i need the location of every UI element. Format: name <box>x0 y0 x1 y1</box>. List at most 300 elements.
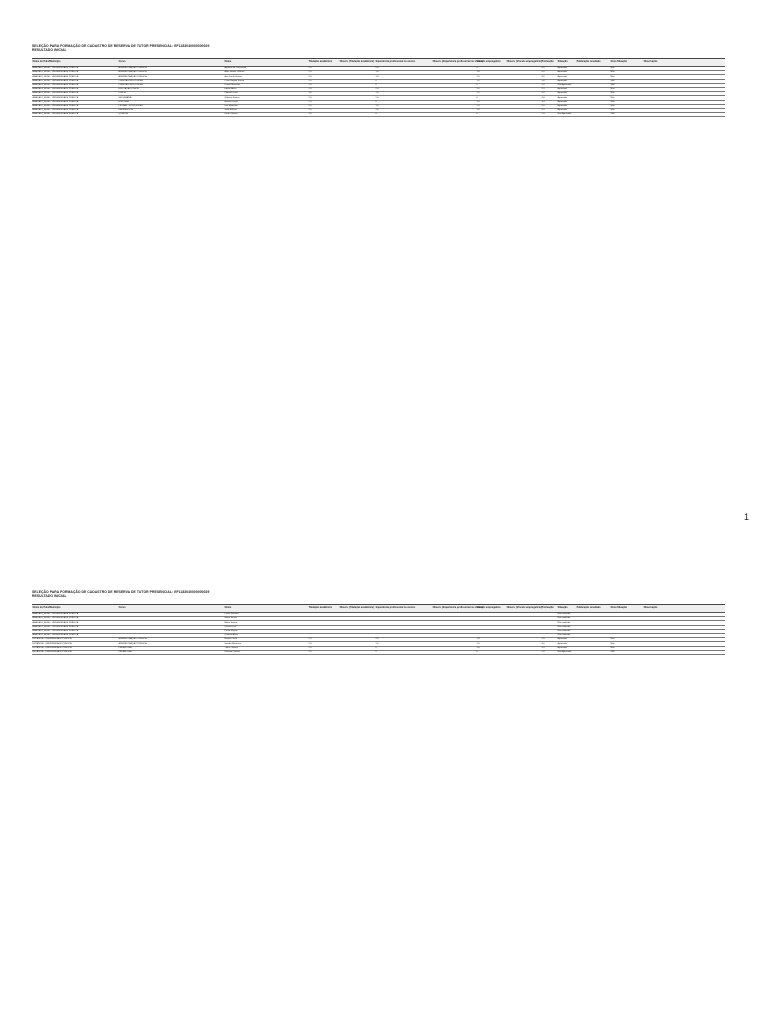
table-cell <box>476 617 506 620</box>
table-cell <box>432 84 476 87</box>
table-cell <box>339 642 375 645</box>
table-cell: ARACAJU_SEDE - UNIVERSIDADE PÚBLICA <box>32 104 79 107</box>
table-cell: ARACAJU_SEDE - UNIVERSIDADE PÚBLICA <box>32 621 79 624</box>
table-cell: João Batista <box>224 109 237 112</box>
table-cell: 4,0 <box>541 75 545 78</box>
table-cell: ARACAJU_SEDE - UNIVERSIDADE PÚBLICA <box>32 96 79 99</box>
table-cell <box>432 109 476 112</box>
table-cell <box>506 634 541 637</box>
table-cell <box>643 92 665 95</box>
table-cell: Aprovado <box>557 67 567 70</box>
table-cell <box>576 621 610 624</box>
table-cell <box>375 621 432 624</box>
table-cell <box>665 617 725 620</box>
table-cell <box>541 617 557 620</box>
table-cell: 1,0 <box>476 646 480 649</box>
table-cell <box>476 634 506 637</box>
table-cell: ARACAJU_SEDE - UNIVERSIDADE PÚBLICA <box>32 113 79 116</box>
table-cell: 0 <box>476 113 478 116</box>
table-cell: Aprovado <box>557 71 567 74</box>
table-cell: 4,5 <box>541 71 545 74</box>
table-cell <box>506 96 541 99</box>
table-cell: 2,0 <box>541 650 545 653</box>
document-title: SELEÇÃO PARA FORMAÇÃO DE CADASTRO DE RESERVA DE TUTOR PRESENCIAL: EF1183040000000029 <box>32 44 210 48</box>
table-cell: Não avaliado <box>557 617 571 620</box>
table-cell: 3,0 <box>308 92 312 95</box>
table-cell <box>610 630 643 633</box>
table-cell: Aprovado <box>557 642 567 645</box>
table-cell: 2,0 <box>541 84 545 87</box>
table-cell <box>432 613 476 616</box>
table-row <box>32 651 725 655</box>
table-cell: 1,0 <box>375 71 379 74</box>
table-cell <box>339 113 375 116</box>
table-cell <box>576 80 610 83</box>
table-cell: Alan Santos Oliveira <box>224 71 245 74</box>
table-cell: ADMINISTRAÇÃO PÚBLICA <box>118 642 147 645</box>
table-cell: 2,0 <box>375 96 379 99</box>
document-subtitle: RESULTADO INICIAL <box>32 48 67 52</box>
table-cell: Helena Costa <box>224 100 238 103</box>
column-header: Nova Situação <box>610 59 628 63</box>
table-cell <box>432 651 476 654</box>
table-cell: 4,0 <box>541 96 545 99</box>
table-cell <box>506 621 541 624</box>
table-cell: Não <box>610 109 615 112</box>
table-cell: Ubiratan Santos <box>224 650 241 653</box>
table-cell: 0 <box>375 100 377 103</box>
table-cell <box>541 634 557 637</box>
table-cell <box>339 651 375 654</box>
table-cell: 2,0 <box>308 79 312 82</box>
table-cell: Rafael Costa <box>224 638 238 641</box>
table-cell: 1,0 <box>375 75 379 78</box>
table-cell <box>576 75 610 78</box>
table-cell <box>576 634 610 637</box>
table-cell <box>610 613 643 616</box>
table-cell <box>643 88 665 91</box>
column-header: Vínculo empregatício <box>476 605 501 609</box>
table-cell <box>665 613 725 616</box>
table-cell <box>541 626 557 629</box>
column-header: Situação <box>557 605 568 609</box>
table-cell: 2,0 <box>375 67 379 70</box>
table-cell <box>576 647 610 650</box>
table-cell: ADMINISTRAÇÃO PÚBLICA <box>118 71 147 74</box>
table-cell <box>643 634 665 637</box>
table-cell <box>476 613 506 616</box>
table-cell: 1,0 <box>476 92 480 95</box>
column-header: Nome do Polo/Município <box>32 605 61 609</box>
table-cell <box>118 617 224 620</box>
table-cell: Ana Paula Santos <box>224 75 243 78</box>
table-cell <box>576 71 610 74</box>
table-cell <box>432 617 476 620</box>
table-cell <box>339 617 375 620</box>
table-cell: 1,0 <box>476 79 480 82</box>
table-cell <box>610 621 643 624</box>
table-cell <box>118 634 224 637</box>
table-cell: 2,5 <box>308 71 312 74</box>
table-cell: ARACAJU_SEDE - UNIVERSIDADE PÚBLICA <box>32 613 79 616</box>
table-cell: 2,5 <box>308 638 312 641</box>
table-cell <box>375 630 432 633</box>
table-cell <box>476 621 506 624</box>
table-cell: 0 <box>476 650 478 653</box>
table-cell <box>665 92 725 95</box>
table-cell: Lucas Ferreira <box>224 613 239 616</box>
table-cell <box>308 613 339 616</box>
table-cell <box>665 113 725 116</box>
table-cell: ARACAJU_SEDE - UNIVERSIDADE PÚBLICA <box>32 79 79 82</box>
table-cell <box>665 109 725 112</box>
table-cell: Aprovado <box>557 646 567 649</box>
table-cell <box>665 651 725 654</box>
table-cell <box>643 75 665 78</box>
table-cell: ARACAJU_SEDE - UNIVERSIDADE PÚBLICA <box>32 88 79 91</box>
table-cell: Não avaliado <box>557 621 571 624</box>
table-cell: CIÊNCIAS BIOLÓGICAS <box>118 84 143 87</box>
column-header: Pontuação <box>541 59 554 63</box>
table-cell: Não <box>610 646 615 649</box>
table-cell: PEDAGOGIA <box>118 650 132 653</box>
table-cell <box>643 638 665 641</box>
table-cell: ARACAJU_SEDE - UNIVERSIDADE PÚBLICA <box>32 109 79 112</box>
table-cell: Não <box>610 642 615 645</box>
column-header: Titulação acadêmica <box>308 59 332 63</box>
table-cell: GEOGRAFIA <box>118 96 132 99</box>
table-cell <box>643 80 665 83</box>
table-cell <box>339 105 375 108</box>
table-cell <box>643 642 665 645</box>
table-cell <box>432 71 476 74</box>
table-cell <box>610 634 643 637</box>
table-cell: Aprovado <box>557 79 567 82</box>
table-cell: Não <box>610 638 615 641</box>
table-cell <box>506 638 541 641</box>
table-cell: ARACAJU_SEDE - UNIVERSIDADE PÚBLICA <box>32 634 79 637</box>
table-cell <box>375 613 432 616</box>
table-cell <box>506 88 541 91</box>
table-cell <box>541 621 557 624</box>
table-cell: FÍSICA <box>118 92 126 95</box>
table-cell: Sandra Menezes <box>224 642 242 645</box>
table-cell <box>308 617 339 620</box>
column-header <box>665 59 725 66</box>
table-cell: ARACAJU_SEDE - UNIVERSIDADE PÚBLICA <box>32 84 79 87</box>
table-cell <box>476 630 506 633</box>
column-header: Pontuação <box>541 605 554 609</box>
document-title: SELEÇÃO PARA FORMAÇÃO DE CADASTRO DE RESERVA DE TUTOR PRESENCIAL: EF1183040000000029 <box>32 590 210 594</box>
table-cell: Não <box>610 75 615 78</box>
table-cell <box>665 67 725 70</box>
table-cell <box>576 92 610 95</box>
table-cell: Não Aprovado <box>557 113 572 116</box>
table-cell <box>118 630 224 633</box>
table-cell: 4,0 <box>541 104 545 107</box>
table-cell <box>375 634 432 637</box>
table-cell: Otávio Lima <box>224 625 237 628</box>
table-cell: 0 <box>375 646 377 649</box>
table-cell <box>665 101 725 104</box>
table-cell <box>665 80 725 83</box>
table-cell: Não Aprovado <box>557 650 572 653</box>
table-cell <box>576 642 610 645</box>
table-cell <box>432 80 476 83</box>
table-cell: 5,0 <box>541 92 545 95</box>
column-header: Nome <box>224 59 232 63</box>
table-cell: 1,0 <box>476 71 480 74</box>
table-cell: Aprovado <box>557 96 567 99</box>
column-header: Observ. (Vínculo empregatício) <box>506 59 542 63</box>
column-header: Nome <box>224 605 232 609</box>
table-cell: CIÊNCIAS BIOLÓGICAS <box>118 79 143 82</box>
column-header: Situação <box>557 59 568 63</box>
table-cell <box>576 109 610 112</box>
table-cell <box>643 613 665 616</box>
table-cell <box>643 647 665 650</box>
results-table-page-1 <box>32 58 725 117</box>
table-cell: SIM <box>610 113 615 116</box>
table-cell <box>432 630 476 633</box>
column-header: Experiência profissional no ensino <box>375 59 416 63</box>
table-cell <box>665 630 725 633</box>
table-cell <box>375 626 432 629</box>
column-header <box>665 605 725 612</box>
column-header: Observ. (Experiência profissional no ensino) <box>432 59 484 63</box>
table-cell: 1,0 <box>476 104 480 107</box>
table-cell: Não avaliado <box>557 613 571 616</box>
table-cell: Karla Oliveira <box>224 113 238 116</box>
table-cell <box>432 634 476 637</box>
table-cell <box>118 621 224 624</box>
table-cell <box>432 92 476 95</box>
table-cell: Aprovado <box>557 100 567 103</box>
table-cell <box>576 638 610 641</box>
table-cell <box>506 647 541 650</box>
table-cell: 3,5 <box>541 100 545 103</box>
table-cell <box>432 96 476 99</box>
table-cell: ADMINISTRAÇÃO PÚBLICA <box>118 67 147 70</box>
table-cell <box>665 634 725 637</box>
table-cell: 0 <box>375 84 377 87</box>
table-cell: QUÍMICA <box>118 113 128 116</box>
table-cell: 2,0 <box>308 642 312 645</box>
document-page-2 <box>32 590 725 655</box>
table-cell: 0 <box>476 67 478 70</box>
table-cell: 1,0 <box>375 642 379 645</box>
table-cell <box>339 96 375 99</box>
table-cell <box>576 651 610 654</box>
table-cell <box>432 647 476 650</box>
table-cell: 4,0 <box>541 642 545 645</box>
table-cell: Não <box>610 100 615 103</box>
table-cell: 2,0 <box>308 84 312 87</box>
table-cell: Não Aprovado <box>557 84 572 87</box>
table-cell: 0 <box>476 84 478 87</box>
table-cell: Aprovado <box>557 75 567 78</box>
table-cell <box>665 621 725 624</box>
table-cell: Gilberto Santos <box>224 96 240 99</box>
table-cell <box>432 638 476 641</box>
table-cell <box>432 88 476 91</box>
table-cell <box>339 109 375 112</box>
table-cell: 0 <box>375 650 377 653</box>
table-cell <box>643 96 665 99</box>
table-cell: 1,0 <box>476 638 480 641</box>
table-cell: Maria Souza <box>224 617 237 620</box>
table-cell <box>576 67 610 70</box>
table-cell: 2,0 <box>308 113 312 116</box>
table-cell <box>339 67 375 70</box>
table-cell <box>643 71 665 74</box>
table-cell: 2,5 <box>308 646 312 649</box>
table-cell <box>506 617 541 620</box>
column-header: Observ. (Titulação acadêmica) <box>339 605 374 609</box>
table-cell <box>576 113 610 116</box>
table-cell: MATEMÁTICA <box>118 109 133 112</box>
table-cell <box>339 634 375 637</box>
table-cell: Aprovado <box>557 638 567 641</box>
table-cell <box>643 109 665 112</box>
table-cell <box>506 75 541 78</box>
table-cell: ARACAJU_SEDE - UNIVERSIDADE PÚBLICA <box>32 75 79 78</box>
table-cell <box>576 84 610 87</box>
table-cell: 0 <box>476 96 478 99</box>
table-cell: ARACAJU_SEDE - UNIVERSIDADE PÚBLICA <box>32 100 79 103</box>
column-header: Observ. (Experiência profissional no ensino) <box>432 605 484 609</box>
table-cell: 2,0 <box>308 75 312 78</box>
table-header <box>32 605 725 613</box>
table-cell: SIM <box>610 79 615 82</box>
table-cell: SIM <box>610 84 615 87</box>
table-cell: SIM <box>610 650 615 653</box>
table-cell <box>506 630 541 633</box>
table-cell: 1,0 <box>476 642 480 645</box>
table-cell <box>643 84 665 87</box>
table-cell <box>643 621 665 624</box>
table-cell: Não <box>610 88 615 91</box>
table-cell <box>576 105 610 108</box>
table-cell: 4,5 <box>541 67 545 70</box>
table-cell <box>339 101 375 104</box>
table-cell: PEDAGOGIA <box>118 646 132 649</box>
table-row <box>32 113 725 117</box>
table-cell: Daniel Menezes <box>224 84 241 87</box>
table-cell <box>339 92 375 95</box>
table-cell <box>506 92 541 95</box>
document-page-1 <box>32 44 725 117</box>
table-cell: Edson Alves <box>224 88 237 91</box>
table-cell: 0 <box>375 113 377 116</box>
table-cell <box>643 105 665 108</box>
column-header: Observ. (Titulação acadêmica) <box>339 59 374 63</box>
table-cell: Não avaliado <box>557 630 571 633</box>
table-cell: ESTÂNCIA - UNIVERSIDADE PÚBLICA <box>32 638 72 641</box>
table-cell: 1,0 <box>476 100 480 103</box>
table-cell <box>576 630 610 633</box>
table-cell: ARACAJU_SEDE - UNIVERSIDADE PÚBLICA <box>32 71 79 74</box>
table-cell: Fabiana Lima <box>224 92 238 95</box>
table-cell: 1,0 <box>476 75 480 78</box>
table-cell <box>506 626 541 629</box>
table-cell <box>506 67 541 70</box>
table-cell <box>432 105 476 108</box>
table-cell: 1,0 <box>476 88 480 91</box>
table-cell: Carla Regina Souza <box>224 79 245 82</box>
table-cell <box>665 96 725 99</box>
table-cell <box>665 71 725 74</box>
table-cell: ARACAJU_SEDE - UNIVERSIDADE PÚBLICA <box>32 625 79 628</box>
table-cell: 2,5 <box>308 88 312 91</box>
table-cell: Não <box>610 104 615 107</box>
table-cell <box>643 626 665 629</box>
table-cell: Não avaliado <box>557 625 571 628</box>
table-cell: 1,0 <box>476 109 480 112</box>
table-cell <box>643 101 665 104</box>
table-cell: 2,0 <box>375 638 379 641</box>
table-cell <box>506 84 541 87</box>
table-cell <box>643 617 665 620</box>
table-cell: 3,0 <box>541 79 545 82</box>
table-cell: Quitéria Alves <box>224 634 238 637</box>
table-cell <box>118 613 224 616</box>
table-cell <box>339 626 375 629</box>
table-cell <box>506 642 541 645</box>
table-cell <box>308 626 339 629</box>
table-cell: ARACAJU_SEDE - UNIVERSIDADE PÚBLICA <box>32 630 79 633</box>
table-cell <box>375 617 432 620</box>
table-cell: 1,0 <box>375 104 379 107</box>
table-cell <box>506 651 541 654</box>
table-cell <box>506 101 541 104</box>
table-cell: Adriana da Conceição <box>224 67 247 70</box>
table-cell <box>118 626 224 629</box>
column-header: Nova Situação <box>610 605 628 609</box>
table-cell: HISTÓRIA <box>118 100 129 103</box>
table-cell: 2,0 <box>541 113 545 116</box>
table-cell <box>339 71 375 74</box>
table-cell <box>643 651 665 654</box>
table-cell: Iara Menezes <box>224 104 238 107</box>
results-table-page-2 <box>32 604 725 655</box>
table-cell <box>432 113 476 116</box>
table-cell: Aprovado <box>557 109 567 112</box>
table-cell <box>339 621 375 624</box>
table-header <box>32 59 725 67</box>
table-cell: 0 <box>375 79 377 82</box>
table-cell: ADMINISTRAÇÃO PÚBLICA <box>118 638 147 641</box>
table-cell: 5,5 <box>541 638 545 641</box>
table-cell: Não <box>610 71 615 74</box>
table-cell: Aprovado <box>557 92 567 95</box>
column-header: Observação <box>643 59 658 63</box>
table-cell <box>506 613 541 616</box>
column-header: Vínculo empregatício <box>476 59 501 63</box>
table-cell <box>308 630 339 633</box>
table-cell <box>432 75 476 78</box>
table-cell <box>576 88 610 91</box>
table-cell: 2,0 <box>308 96 312 99</box>
table-cell <box>576 101 610 104</box>
table-cell: 5,5 <box>541 109 545 112</box>
table-cell <box>576 96 610 99</box>
table-cell <box>576 617 610 620</box>
table-cell <box>308 634 339 637</box>
table-cell: ARACAJU_SEDE - UNIVERSIDADE PÚBLICA <box>32 67 79 70</box>
column-header: Publicação resultado <box>576 605 601 609</box>
table-cell <box>665 642 725 645</box>
